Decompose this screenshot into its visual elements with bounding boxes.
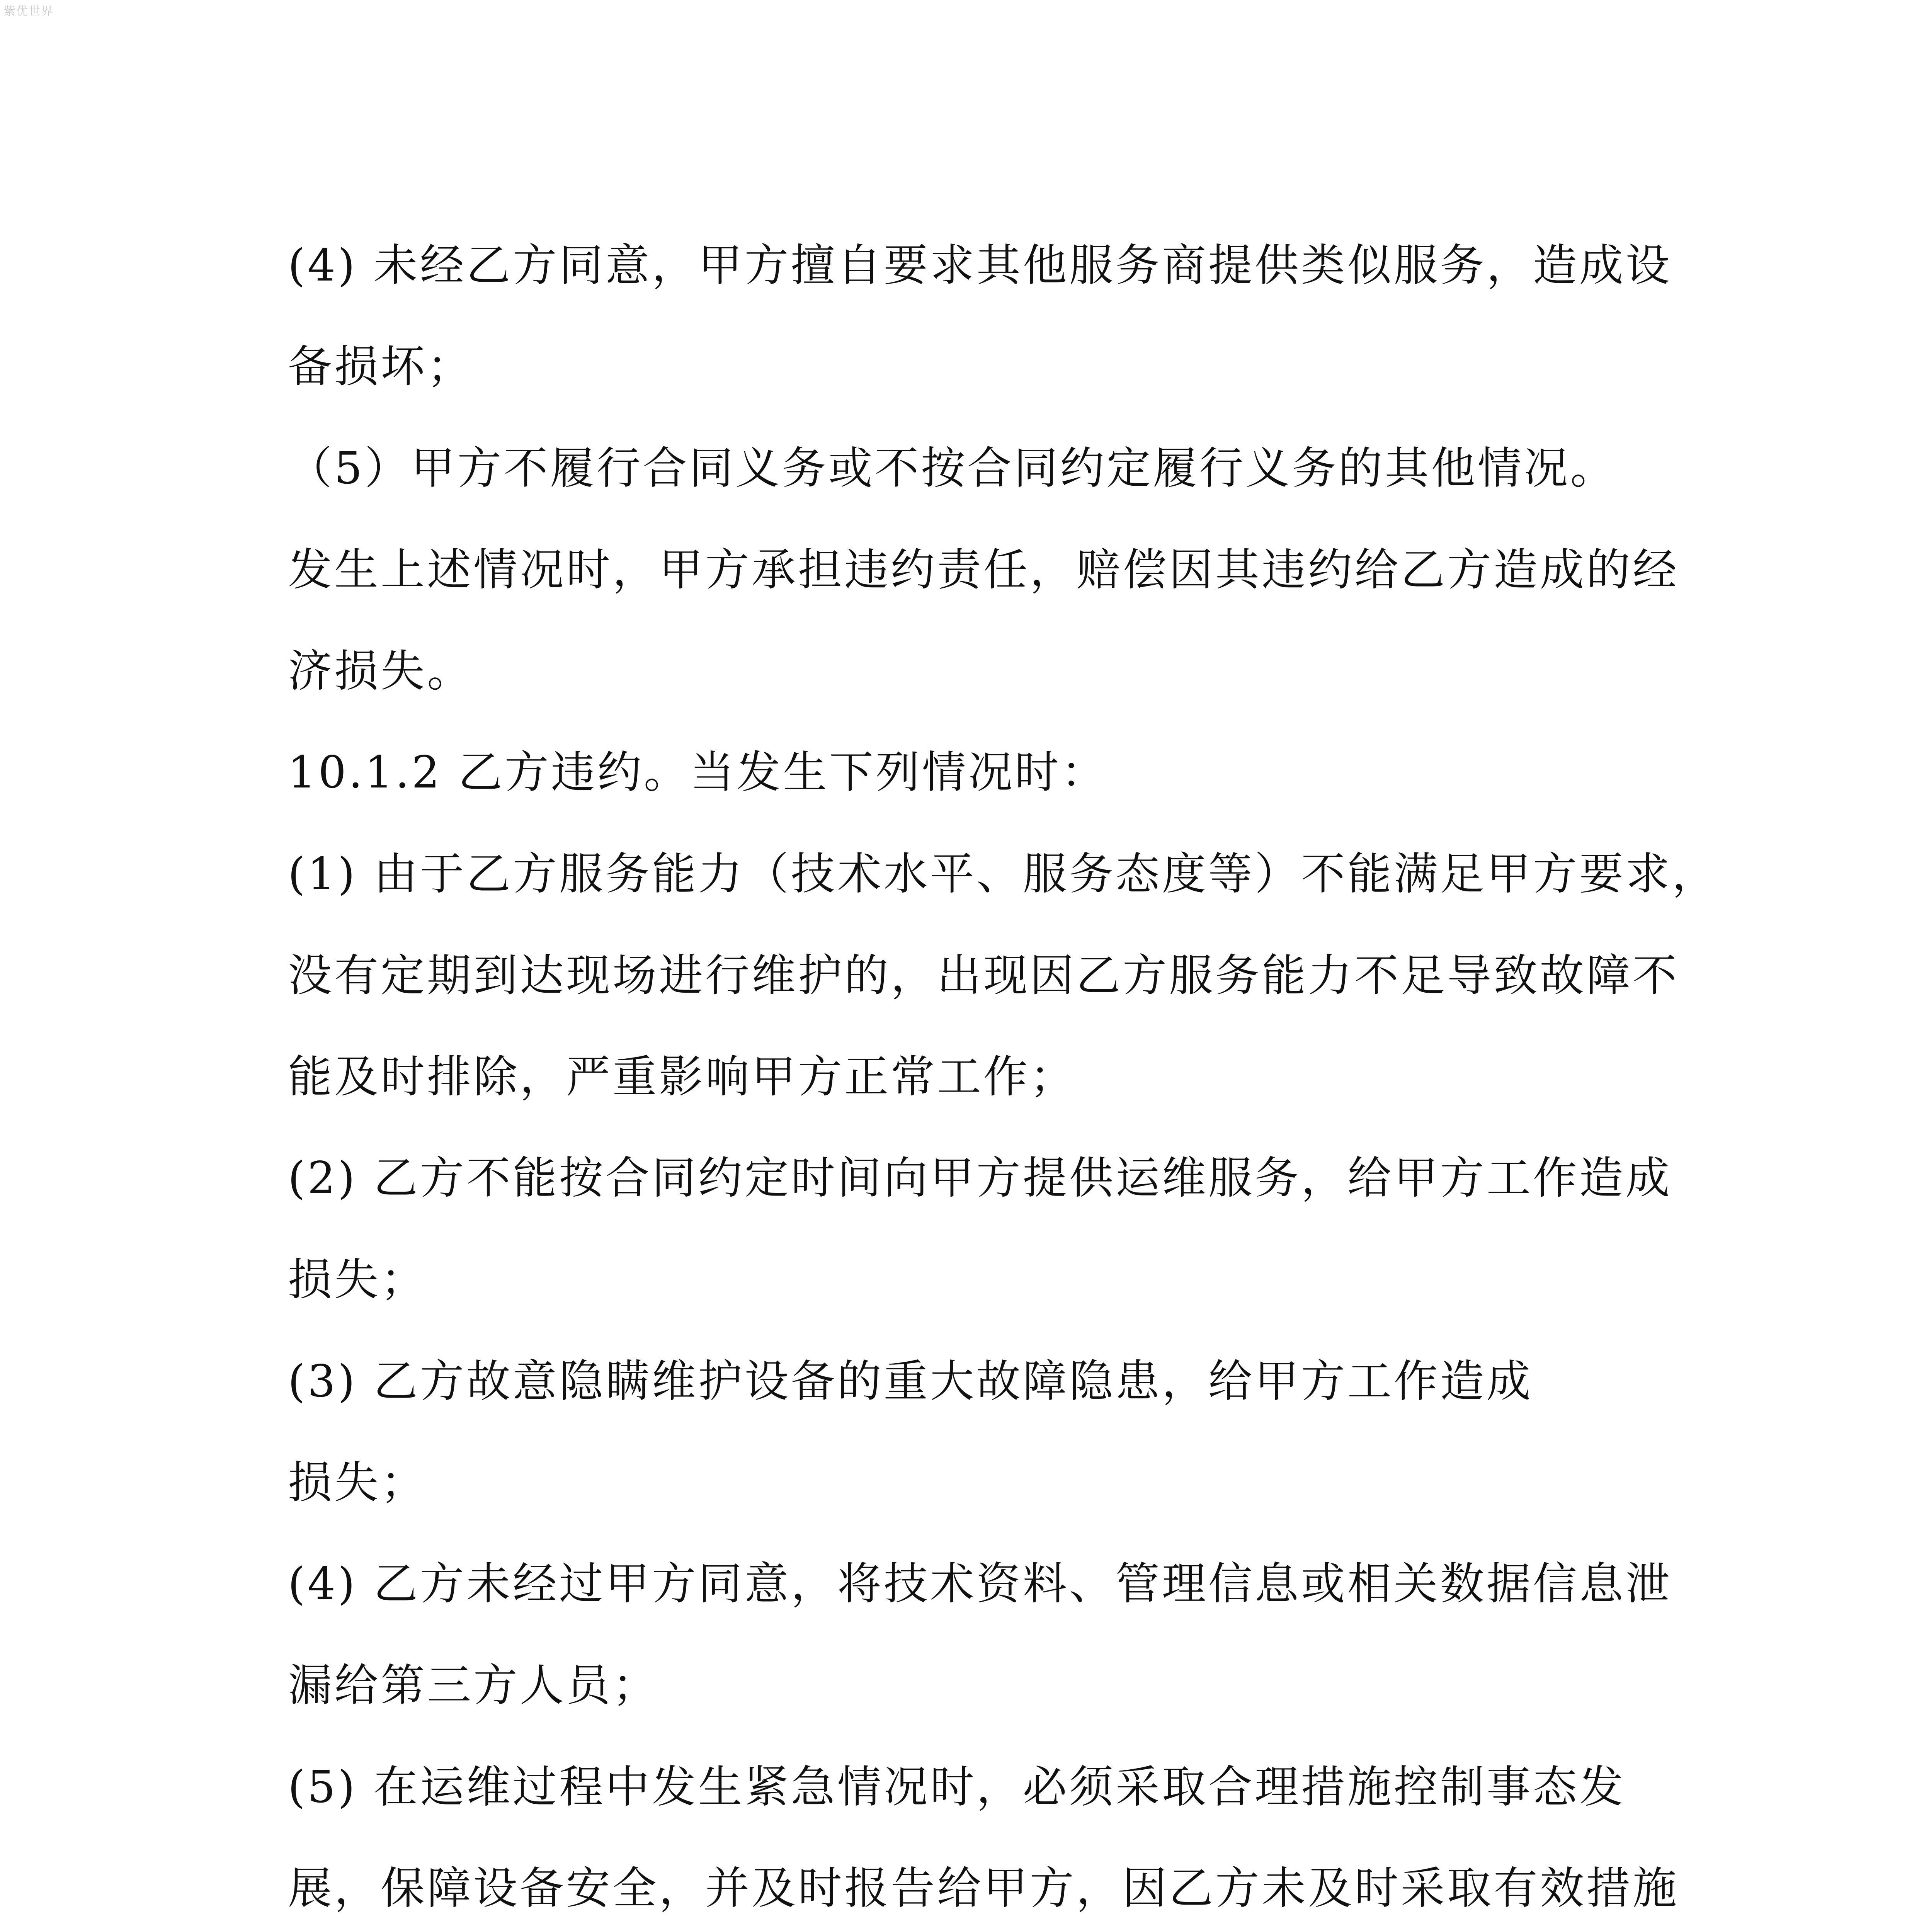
text-line: (5) 在运维过程中发生紧急情况时，必须采取合理措施控制事态发 xyxy=(288,1761,1626,1813)
text-line: 发生上述情况时，甲方承担违约责任，赔偿因其违约给乙方造成的经 xyxy=(288,544,1679,595)
text-line: (4) 乙方未经过甲方同意，将技术资料、管理信息或相关数据信息泄 xyxy=(288,1558,1672,1609)
text-line: 漏给第三方人员； xyxy=(288,1660,659,1711)
text-line: (3) 乙方故意隐瞒维护设备的重大故障隐患，给甲方工作造成 xyxy=(288,1355,1533,1407)
text-line: 损失； xyxy=(288,1457,427,1508)
text-line: (2) 乙方不能按合同约定时间向甲方提供运维服务，给甲方工作造成 xyxy=(288,1152,1672,1204)
text-line: 能及时排除，严重影响甲方正常工作； xyxy=(288,1051,1077,1102)
text-line: 10.1.2 乙方违约。当发生下列情况时： xyxy=(288,747,1107,798)
text-line: 损失； xyxy=(288,1254,427,1305)
text-line: （5）甲方不履行合同义务或不按合同约定履行义务的其他情况。 xyxy=(288,442,1617,494)
text-line: (4) 未经乙方同意，甲方擅自要求其他服务商提供类似服务，造成设 xyxy=(288,240,1672,291)
text-line: 展，保障设备安全，并及时报告给甲方，因乙方未及时采取有效措施 xyxy=(288,1862,1679,1914)
text-line: (1) 由于乙方服务能力（技术水平、服务态度等）不能满足甲方要求， xyxy=(288,848,1718,900)
text-line: 备损坏； xyxy=(288,341,474,392)
text-line: 没有定期到达现场进行维护的，出现因乙方服务能力不足导致故障不 xyxy=(288,950,1679,1001)
text-line: 济损失。 xyxy=(288,645,474,697)
watermark-text: 紫优世界 xyxy=(4,5,53,18)
